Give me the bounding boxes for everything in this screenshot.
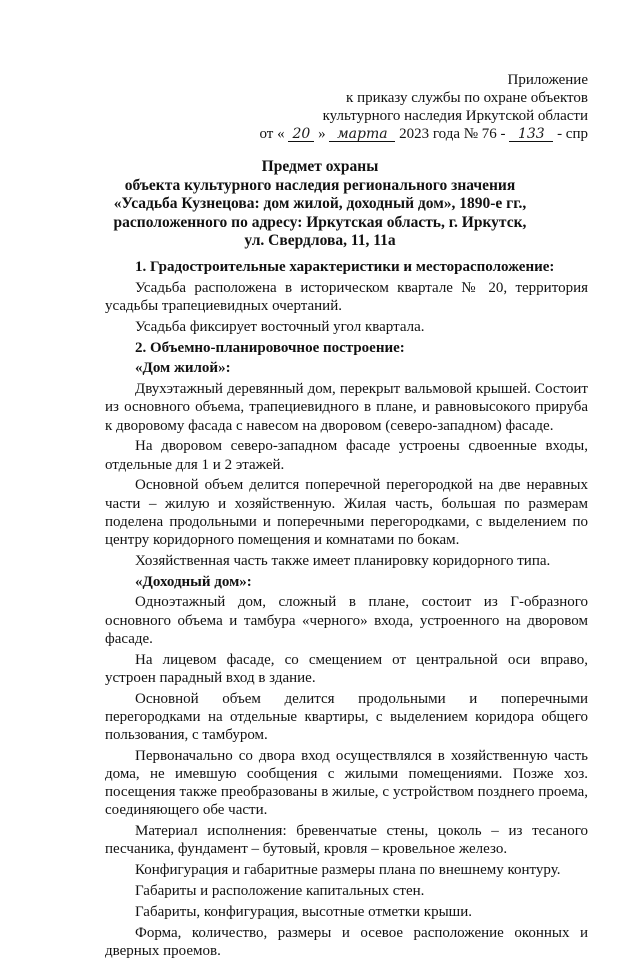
title-line-5: ул. Свердлова, 11, 11а (244, 232, 396, 249)
paragraph: Габариты и расположение капитальных стен. (135, 883, 425, 899)
paragraph: Форма, количество, размеры и осевое расположение оконных и дверных проемов. (105, 924, 588, 959)
title-line-3: «Усадьба Кузнецова: дом жилой, доходный дом», 1890-е гг., (113, 195, 527, 212)
date-suffix: 2023 года № 76 - (399, 126, 506, 142)
paragraph: Усадьба расположена в историческом квартале № 20, территория усадьбы трапециевидных очертаний. (105, 279, 588, 314)
paragraph: Габариты, конфигурация, высотные отметки крыши. (135, 903, 472, 920)
title-line-4: расположенного по адресу: Иркутская область, г. Иркутск, (113, 213, 527, 231)
paragraph: На лицевом фасаде, со смещением от центральной оси вправо, устроен парадный вход в здание. (105, 651, 588, 686)
subsection-heading-house: «Дом жилой»: (135, 360, 231, 377)
appendix-header (168, 71, 588, 143)
title-line-1: Предмет охраны (261, 158, 379, 175)
order-reference: к приказу службы по охране объектов (346, 90, 588, 106)
paragraph: Основной объем делится продольными и поперечными перегородками на отдельные квартиры, с выделением коридора общего пользования, с тамбуром. (105, 690, 588, 743)
handwritten-day: 20 (288, 127, 314, 142)
paragraph: Материал исполнения: бревенчатые стены, цоколь – из тесаного песчаника, фундамент – бутовый, кровля – кровельное железо. (105, 823, 588, 858)
document-title (100, 158, 540, 251)
paragraph: Первоначально со двора вход осуществлялся в хозяйственную часть дома, не имевшую сообщения с жилыми помещениями. Позже хоз. посещения также преобразованы в жилые, с устройством позднего проема, соединяющего обе части. (105, 747, 588, 819)
title-line-2: объекта культурного наследия регионального значения (124, 176, 516, 194)
order-date-line (168, 125, 588, 143)
section-2-heading: 2. Объемно-планировочное построение: (135, 339, 405, 356)
document-body (105, 258, 588, 963)
paragraph: Конфигурация и габаритные размеры плана по внешнему контуру. (135, 862, 561, 879)
paragraph: Двухэтажный деревянный дом, перекрыт вальмовой крышей. Состоит из основного объема, трапециевидного в плане, и равновысокого прируба к дворовому фасада с навесом на дворовом (северо-западном) фасаде. (105, 381, 588, 434)
handwritten-month: марта (329, 127, 395, 142)
number-suffix: - спр (557, 126, 588, 142)
paragraph: Одноэтажный дом, сложный в плане, состоит из Г-образного основного объема и тамбура «черного» входа, устроенного на дворовом фасаде. (105, 594, 588, 647)
section-1-heading: 1. Градостроительные характеристики и месторасположение: (135, 259, 555, 275)
paragraph: Основной объем делится поперечной перегородкой на две неравных части – жилую и хозяйственную. Жилая часть, большая по размерам поделена продольными и поперечными перегородками, с выделением по центру коридорного помещения и комнатами по бокам. (105, 477, 588, 548)
appendix-label: Приложение (507, 72, 588, 88)
issuing-authority: культурного наследия Иркутской области (322, 108, 588, 124)
handwritten-number: 133 (509, 127, 553, 142)
date-mid: » (318, 126, 326, 142)
paragraph: Хозяйственная часть также имеет планировку коридорного типа. (135, 552, 551, 569)
subsection-heading-income-house: «Доходный дом»: (135, 573, 252, 590)
paragraph: Усадьба фиксирует восточный угол квартала. (135, 318, 425, 335)
date-prefix: от « (259, 126, 285, 142)
paragraph: На дворовом северо-западном фасаде устроены сдвоенные входы, отдельные для 1 и 2 этажей. (105, 438, 588, 473)
